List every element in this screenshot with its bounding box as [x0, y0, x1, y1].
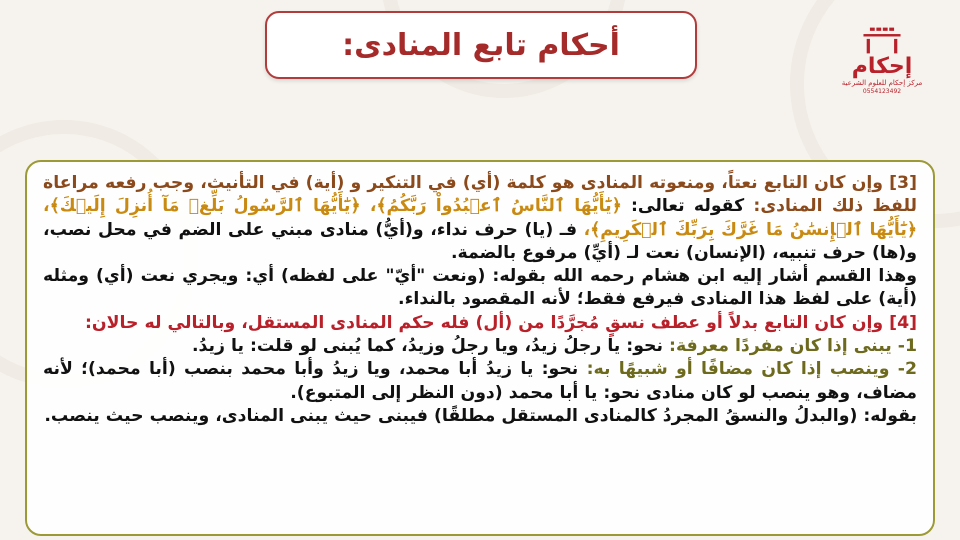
- title-box: [265, 11, 697, 79]
- logo: [841, 26, 923, 96]
- case-2-text: نحو: يا زيدُ أبا محمد، ويا زيدُ وأبا محمد بنصب (أبا محمد)؛ لأنه مضاف، وهو ينصب لو كان منادى نحو: يا أبا محمد (دون النظر إلى المتبوع).: [43, 359, 917, 403]
- paragraph-3-intro: وإن كان التابع نعتاً، ومنعوته المنادى هو كلمة (أي) في التنكير و (أية) في التأنيث، وجب رفعه مراعاة للفظ ذلك المنادى:: [43, 173, 917, 217]
- case-2-label: 2- وينصب إذا كان مضافًا أو شبيهًا به:: [586, 359, 917, 380]
- paragraph-3-number: [3]: [889, 173, 917, 193]
- logo-emblem-icon: [853, 26, 911, 55]
- page-title: أحكام تابع المنادى:: [342, 27, 620, 63]
- verse-1: ﴿يَٰٓأَيُّهَا ٱلنَّاسُ ٱعۡبُدُواْ رَبَّكُمُ﴾،: [369, 196, 622, 217]
- case-2: [43, 358, 917, 405]
- content-box: [25, 160, 935, 536]
- paragraph-3-lead: كقوله تعالى:: [631, 196, 745, 217]
- case-1-label: 1- يبنى إذا كان مفردًا معرفة:: [669, 336, 917, 357]
- verse-2: ﴿يَٰٓأَيُّهَا ٱلرَّسُولُ بَلِّغۡ مَآ أُنزِلَ إِلَيۡكَ﴾،: [43, 196, 361, 217]
- logo-phone: 0554123492: [862, 88, 902, 95]
- paragraph-4-heading: [4] وإن كان التابع بدلاً أو عطف نسقٍ مُجرَّدًا من (أل) فله حكم المنادى المستقل، وبالتالي له حالان:: [85, 312, 917, 333]
- logo-subtitle: مركز إحكام للعلوم الشرعية: [841, 79, 923, 87]
- case-1-text: نحو: يا رجلُ زيدُ، ويا رجلُ وزيدُ، كما يُبنى لو قلت: يا زيدُ.: [191, 336, 663, 357]
- case-1: [43, 335, 917, 358]
- paragraph-3: [43, 172, 917, 265]
- paragraph-3-explanation: فـ (يا) حرف نداء، و(أيُّ) منادى مبني على الضم في محل نصب، و(ها) حرف تنبيه، (الإنسان) نعت لـ (أيِّ) مرفوع بالضمة.: [43, 219, 917, 263]
- closing-paragraph: بقوله: (والبدلُ والنسقُ المجردُ كالمنادى المستقل مطلقًا) فيبنى حيث يبنى المنادى، وينصب حيث ينصب.: [44, 405, 917, 426]
- content-text: [43, 172, 917, 428]
- quote-paragraph: وهذا القسم أشار إليه ابن هشام رحمه الله بقوله: (ونعت "أيّ" على لفظه) أي: ويجري نعت (أي) ومثله (أية) على لفظ هذا المنادى فيرفع فقط؛ لأنه المقصود بالنداء.: [43, 266, 917, 310]
- logo-name: إحكام: [851, 54, 913, 79]
- verse-3: ﴿يَٰٓأَيُّهَا ٱلۡإِنسَٰنُ مَا غَرَّكَ بِرَبِّكَ ٱلۡكَرِيمِ﴾،: [583, 219, 917, 240]
